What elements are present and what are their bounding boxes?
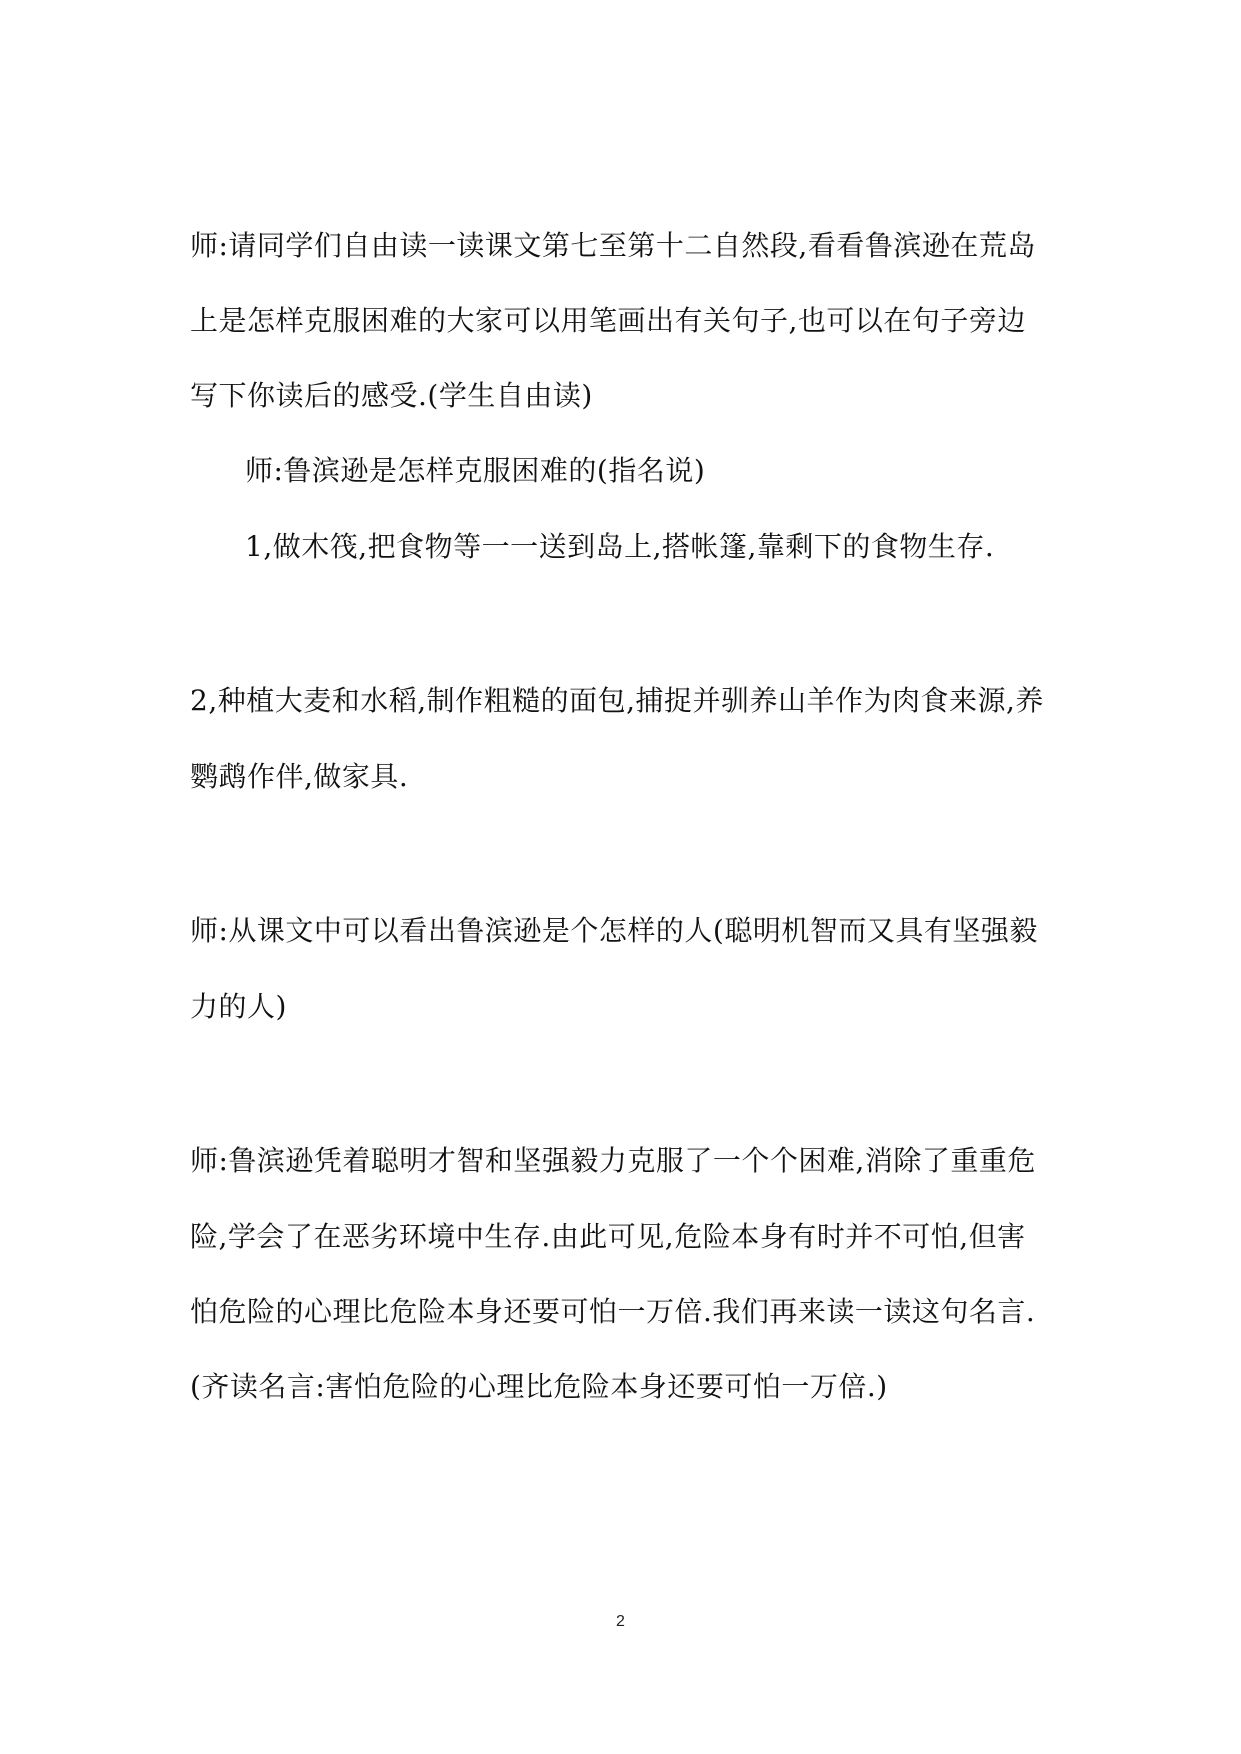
text-line: 写下你读后的感受.(学生自由读) <box>190 379 593 412</box>
text-line: 鹦鹉作伴,做家具. <box>190 760 409 793</box>
text-line: 师:从课文中可以看出鲁滨逊是个怎样的人(聪明机智而又具有坚强毅 <box>190 914 1038 947</box>
text-line: 2,种植大麦和水稻,制作粗糙的面包,捕捉并驯养山羊作为肉食来源,养 <box>190 684 1044 717</box>
text-line: (齐读名言:害怕危险的心理比危险本身还要可怕一万倍.) <box>190 1370 888 1403</box>
text-line: 师:鲁滨逊是怎样克服困难的(指名说) <box>245 454 706 487</box>
text-line: 上是怎样克服困难的大家可以用笔画出有关句子,也可以在句子旁边 <box>190 304 1026 337</box>
text-line: 力的人) <box>190 990 287 1023</box>
text-line: 1,做木筏,把食物等一一送到岛上,搭帐篷,靠剩下的食物生存. <box>245 530 995 563</box>
page-number: 2 <box>616 1613 625 1630</box>
text-line: 险,学会了在恶劣环境中生存.由此可见,危险本身有时并不可怕,但害 <box>190 1220 1026 1253</box>
text-line: 师:鲁滨逊凭着聪明才智和坚强毅力克服了一个个困难,消除了重重危 <box>190 1144 1036 1177</box>
text-line: 怕危险的心理比危险本身还要可怕一万倍.我们再来读一读这句名言. <box>190 1295 1036 1328</box>
text-line: 师:请同学们自由读一读课文第七至第十二自然段,看看鲁滨逊在荒岛 <box>190 229 1036 262</box>
